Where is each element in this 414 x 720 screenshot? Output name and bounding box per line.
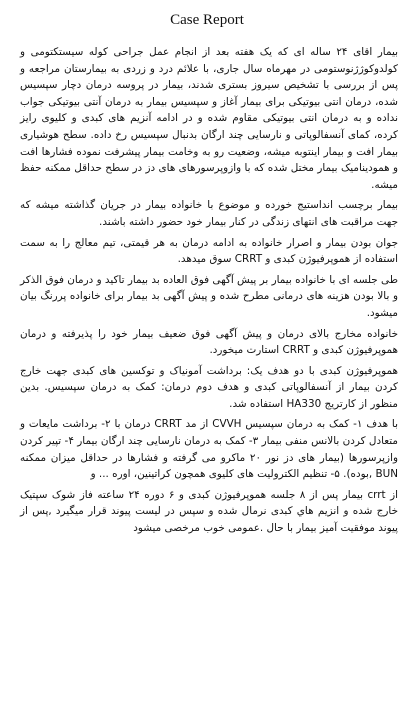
paragraph-crrt-goals: با هدف ۱- کمک به درمان سپسیس CVVH از مد CRRT درمان با ۲- برداشت مایعات و متعادل کردن بالانس منفی بیمار ۳- کمک به درمان نارسایی چند ارگان بیمار ۴- تپیر کردن وازپرسورها (بیمار های دز نور ۲۰ ماکرو می گرفته و فشارها در حداقل میزان ممکنه BUN ,بوده). ۵- تنظیم الکترولیت های کلیوی همچون کراتینین، اوره ... و	[20, 418, 398, 481]
document-body	[20, 44, 398, 537]
paragraph-outcome: از crrt بیمار پس از ۸ جلسه هموپرفیوژن کبدی و ۶ دوره ۲۴ ساعته فاز شوک سپتیک خارج شده و انزیم هاي کبدی نرمال شده و سپس در لیست پیوند قرار میگیرد ,پس از پیوند موفقیت آمیز بیمار با حال .عمومی خوب مرخصی میشود	[20, 488, 398, 535]
document-title: Case Report	[170, 12, 244, 28]
paragraph-family-insistence: جوان بودن بیمار و اصرار خانواده به ادامه درمان به هر قیمتی، تیم معالج را به سمت استفاده از هموپرفیوژن کبدی و CRRT سوق میدهد.	[20, 236, 398, 266]
paragraph-end-stage: بیمار برچسب انداستیج خورده و موضوع با خانواده بیمار در جریان گذاشته میشه که جهت مراقبت های انتهای زندگی در کنار بیمار خود حضور داشته باشند.	[20, 199, 398, 228]
paragraph-hemoperfusion: هموپرفیوژن کبدی با دو هدف یک: برداشت آمونیاک و توکسین های کبدی جهت خارج کردن بیمار از آنسفالوپاتی کبدی و هدف دوم درمان: کمک به درمان سپسیس. بدین منظور از کارتریج HA330 استفاده شد.	[20, 364, 398, 410]
paragraph-case-history: بیمار اقای ۲۴ ساله ای که یک هفته بعد از انجام عمل جراحی کوله سیستکتومی و کولدوکوژژنوستومی در مهرماه سال جاری، با علائم درد و زردی به بیمارستان مراجعه و پس از بررسی با تشخیص سیروز بستری شدند، بیمار در پروسه درمان دچار سپسیس شده، درمان انتی بیوتیکی برای بیمار آغاز و سپسیس بیمار به درمان آنتی بیوتیکی جواب نداده و به درمان انتی بیوتیکی مقاوم شده و در ادامه آنزیم های کبدی و کلیوی رایز کرده، کمای آنسفالوپاتی و نارسایی چند ارگان بدنبال سپسیس رخ داده. سطح هوشیاری بیمار افت و بیمار اینتوبه میشه، وضعیت رو به وخامت بیمار پیشرفت نموده فشارها افت و همودینامیک بیمار مختل شده که با وازوپرسورهای های دز در سطح حداقل ممکنه حفظ میشه.	[20, 46, 398, 191]
paragraph-family-meeting: طی جلسه ای با خانواده بیمار بر پیش آگهی فوق العاده بد بیمار تاکید و درمان فوق الذکر و بالا بودن هزینه های درمانی مطرح شده و پیش آگهی بد بیمار برای خانواده پررنگ بیان میشود.	[20, 273, 398, 319]
paragraph-treatment-start: خانواده مخارج بالای درمان و پیش آگهی فوق ضعیف بیمار خود را پذیرفته و درمان هموپرفیوژن کبدی و CRRT استارت میخورد.	[20, 327, 398, 357]
